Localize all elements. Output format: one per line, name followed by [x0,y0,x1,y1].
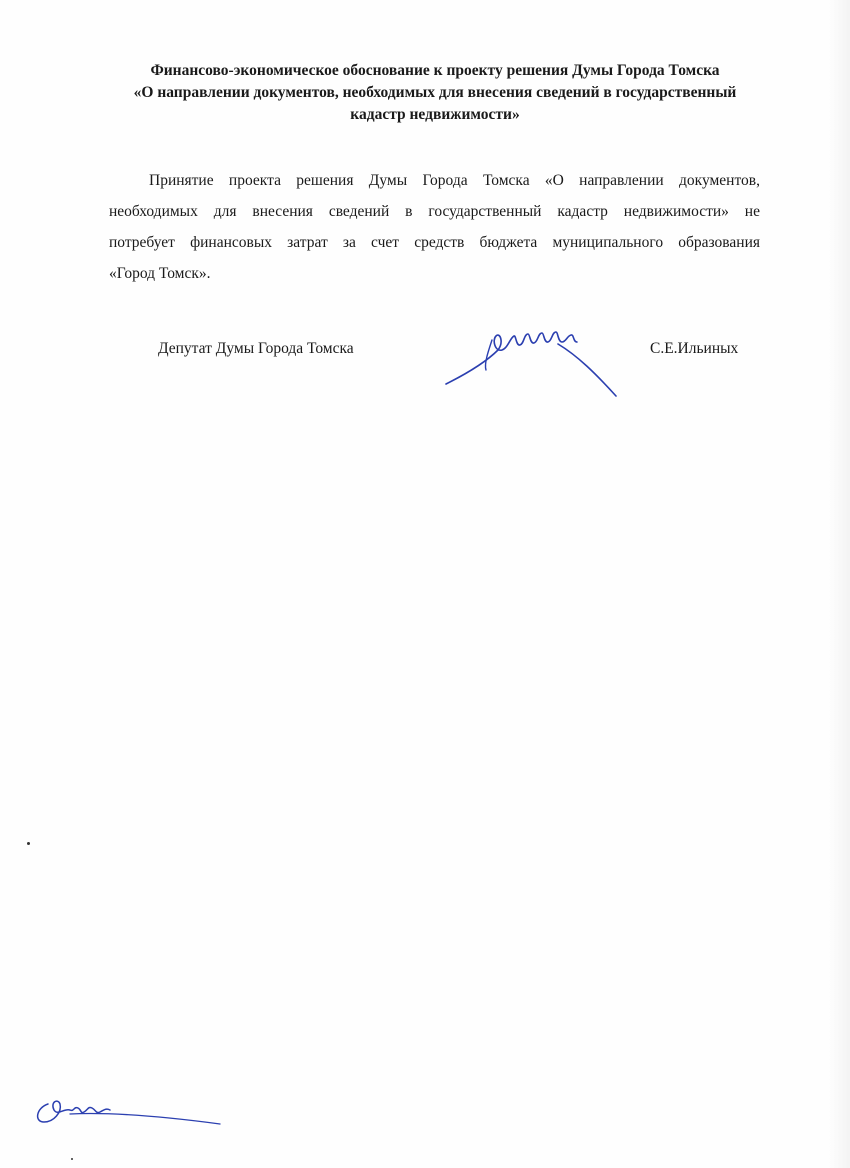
body-line-1: Принятие проекта решения Думы Города Томска «О направлении документов, [149,172,760,189]
signature-icon [440,312,630,407]
body-line-3: потребует финансовых затрат за счет средств бюджета муниципального образования [109,234,760,251]
title-line-1: Финансово-экономическое обоснование к проекту решения Думы Города Томска [150,62,720,79]
title-line-2: «О направлении документов, необходимых для внесения сведений в государственный [133,84,737,101]
initials-icon [30,1090,230,1130]
document-title [90,60,780,126]
body-line-4: «Город Томск». [109,265,211,282]
scan-speck [71,1158,73,1160]
scan-edge-shadow [828,0,850,1168]
document-body [109,165,760,289]
scan-speck [27,842,30,845]
title-line-3: кадастр недвижимости» [350,106,520,123]
signatory-name: С.Е.Ильиных [650,340,739,357]
body-line-2: необходимых для внесения сведений в государственный кадастр недвижимости» не [109,203,760,220]
signatory-role: Депутат Думы Города Томска [158,340,354,357]
